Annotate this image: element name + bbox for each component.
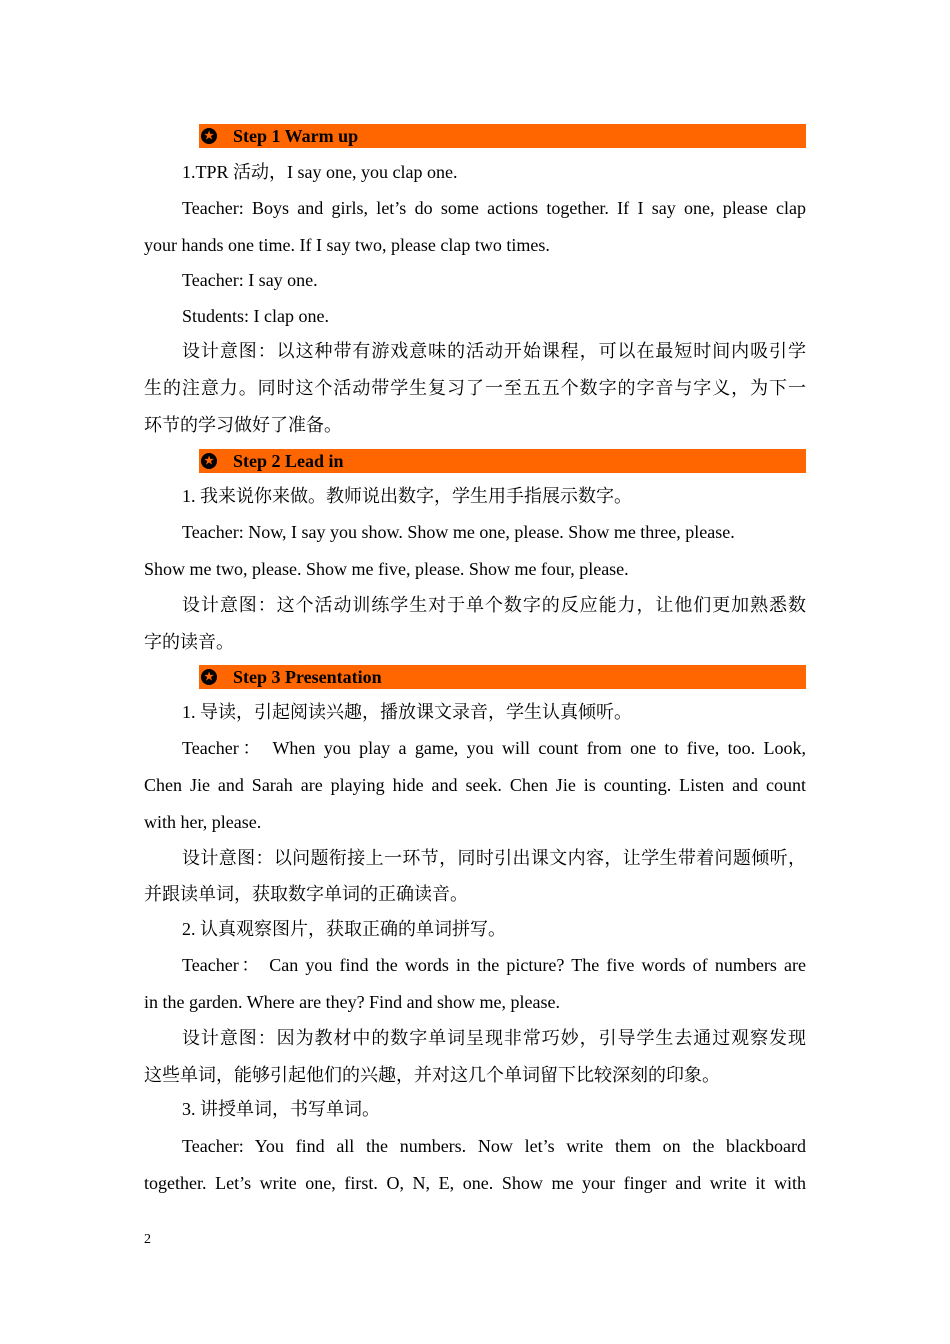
paragraph-line: Teacher: You find all the numbers. Now let’s write them on the blackboard (182, 1136, 806, 1156)
paragraph-line: Chen Jie and Sarah are playing hide and seek. Chen Jie is counting. Listen and count (144, 775, 806, 795)
paragraph-line: with her, please. (144, 812, 262, 832)
paragraph-line: 3. 讲授单词，书写单词。 (182, 1099, 380, 1119)
design-intent-line: 设计意图：以这种带有游戏意味的活动开始课程，可以在最短时间内吸引学 (182, 341, 806, 361)
paragraph-line: your hands one time. If I say two, please clap two times. (144, 235, 550, 255)
design-intent-line: 设计意图：以问题衔接上一环节，同时引出课文内容，让学生带着问题倾听， (182, 848, 806, 868)
paragraph-line: 1. 导读，引起阅读兴趣，播放课文录音，学生认真倾听。 (182, 702, 632, 722)
paragraph-line: Teacher： When you play a game, you will count from one to five, too. Look, (182, 738, 806, 758)
paragraph-line: Teacher： Can you find the words in the picture? The five words of numbers are (182, 955, 806, 975)
step-1-title: Step 1 Warm up (233, 125, 359, 146)
design-intent-line: 设计意图：这个活动训练学生对于单个数字的反应能力，让他们更加熟悉数 (182, 595, 806, 615)
step-1-heading (199, 124, 806, 148)
design-intent-line: 并跟读单词，获取数字单词的正确读音。 (144, 884, 468, 904)
design-intent-line: 生的注意力。同时这个活动带学生复习了一至五五个数字的字音与字义，为下一 (144, 378, 806, 398)
page-number: 2 (144, 1232, 151, 1247)
paragraph-line: Students: I clap one. (182, 306, 329, 326)
paragraph-line: 2. 认真观察图片，获取正确的单词拼写。 (182, 919, 506, 939)
star-bullet-icon: ★ (201, 453, 217, 469)
design-intent-line: 环节的学习做好了准备。 (144, 415, 342, 435)
star-bullet-icon: ★ (201, 128, 217, 144)
step-3-heading (199, 665, 806, 689)
paragraph-line: together. Let’s write one, first. O, N, E, one. Show me your finger and write it with (144, 1173, 806, 1193)
star-bullet-icon: ★ (201, 669, 217, 685)
paragraph-line: Teacher: Boys and girls, let’s do some actions together. If I say one, please clap (182, 198, 806, 218)
paragraph-line: Show me two, please. Show me five, please. Show me four, please. (144, 559, 629, 579)
step-2-title: Step 2 Lead in (233, 450, 344, 471)
paragraph-line: Teacher: I say one. (182, 270, 318, 290)
paragraph-line: Teacher: Now, I say you show. Show me one, please. Show me three, please. (182, 522, 735, 542)
step-3-title: Step 3 Presentation (233, 666, 382, 687)
paragraph-line: 1.TPR 活动，I say one, you clap one. (182, 162, 458, 182)
paragraph-line: 1. 我来说你来做。教师说出数字，学生用手指展示数字。 (182, 486, 632, 506)
design-intent-line: 这些单词，能够引起他们的兴趣，并对这几个单词留下比较深刻的印象。 (144, 1065, 720, 1085)
design-intent-line: 设计意图：因为教材中的数字单词呈现非常巧妙，引导学生去通过观察发现 (182, 1028, 806, 1048)
paragraph-line: in the garden. Where are they? Find and show me, please. (144, 992, 561, 1012)
design-intent-line: 字的读音。 (144, 632, 234, 652)
step-2-heading (199, 449, 806, 473)
